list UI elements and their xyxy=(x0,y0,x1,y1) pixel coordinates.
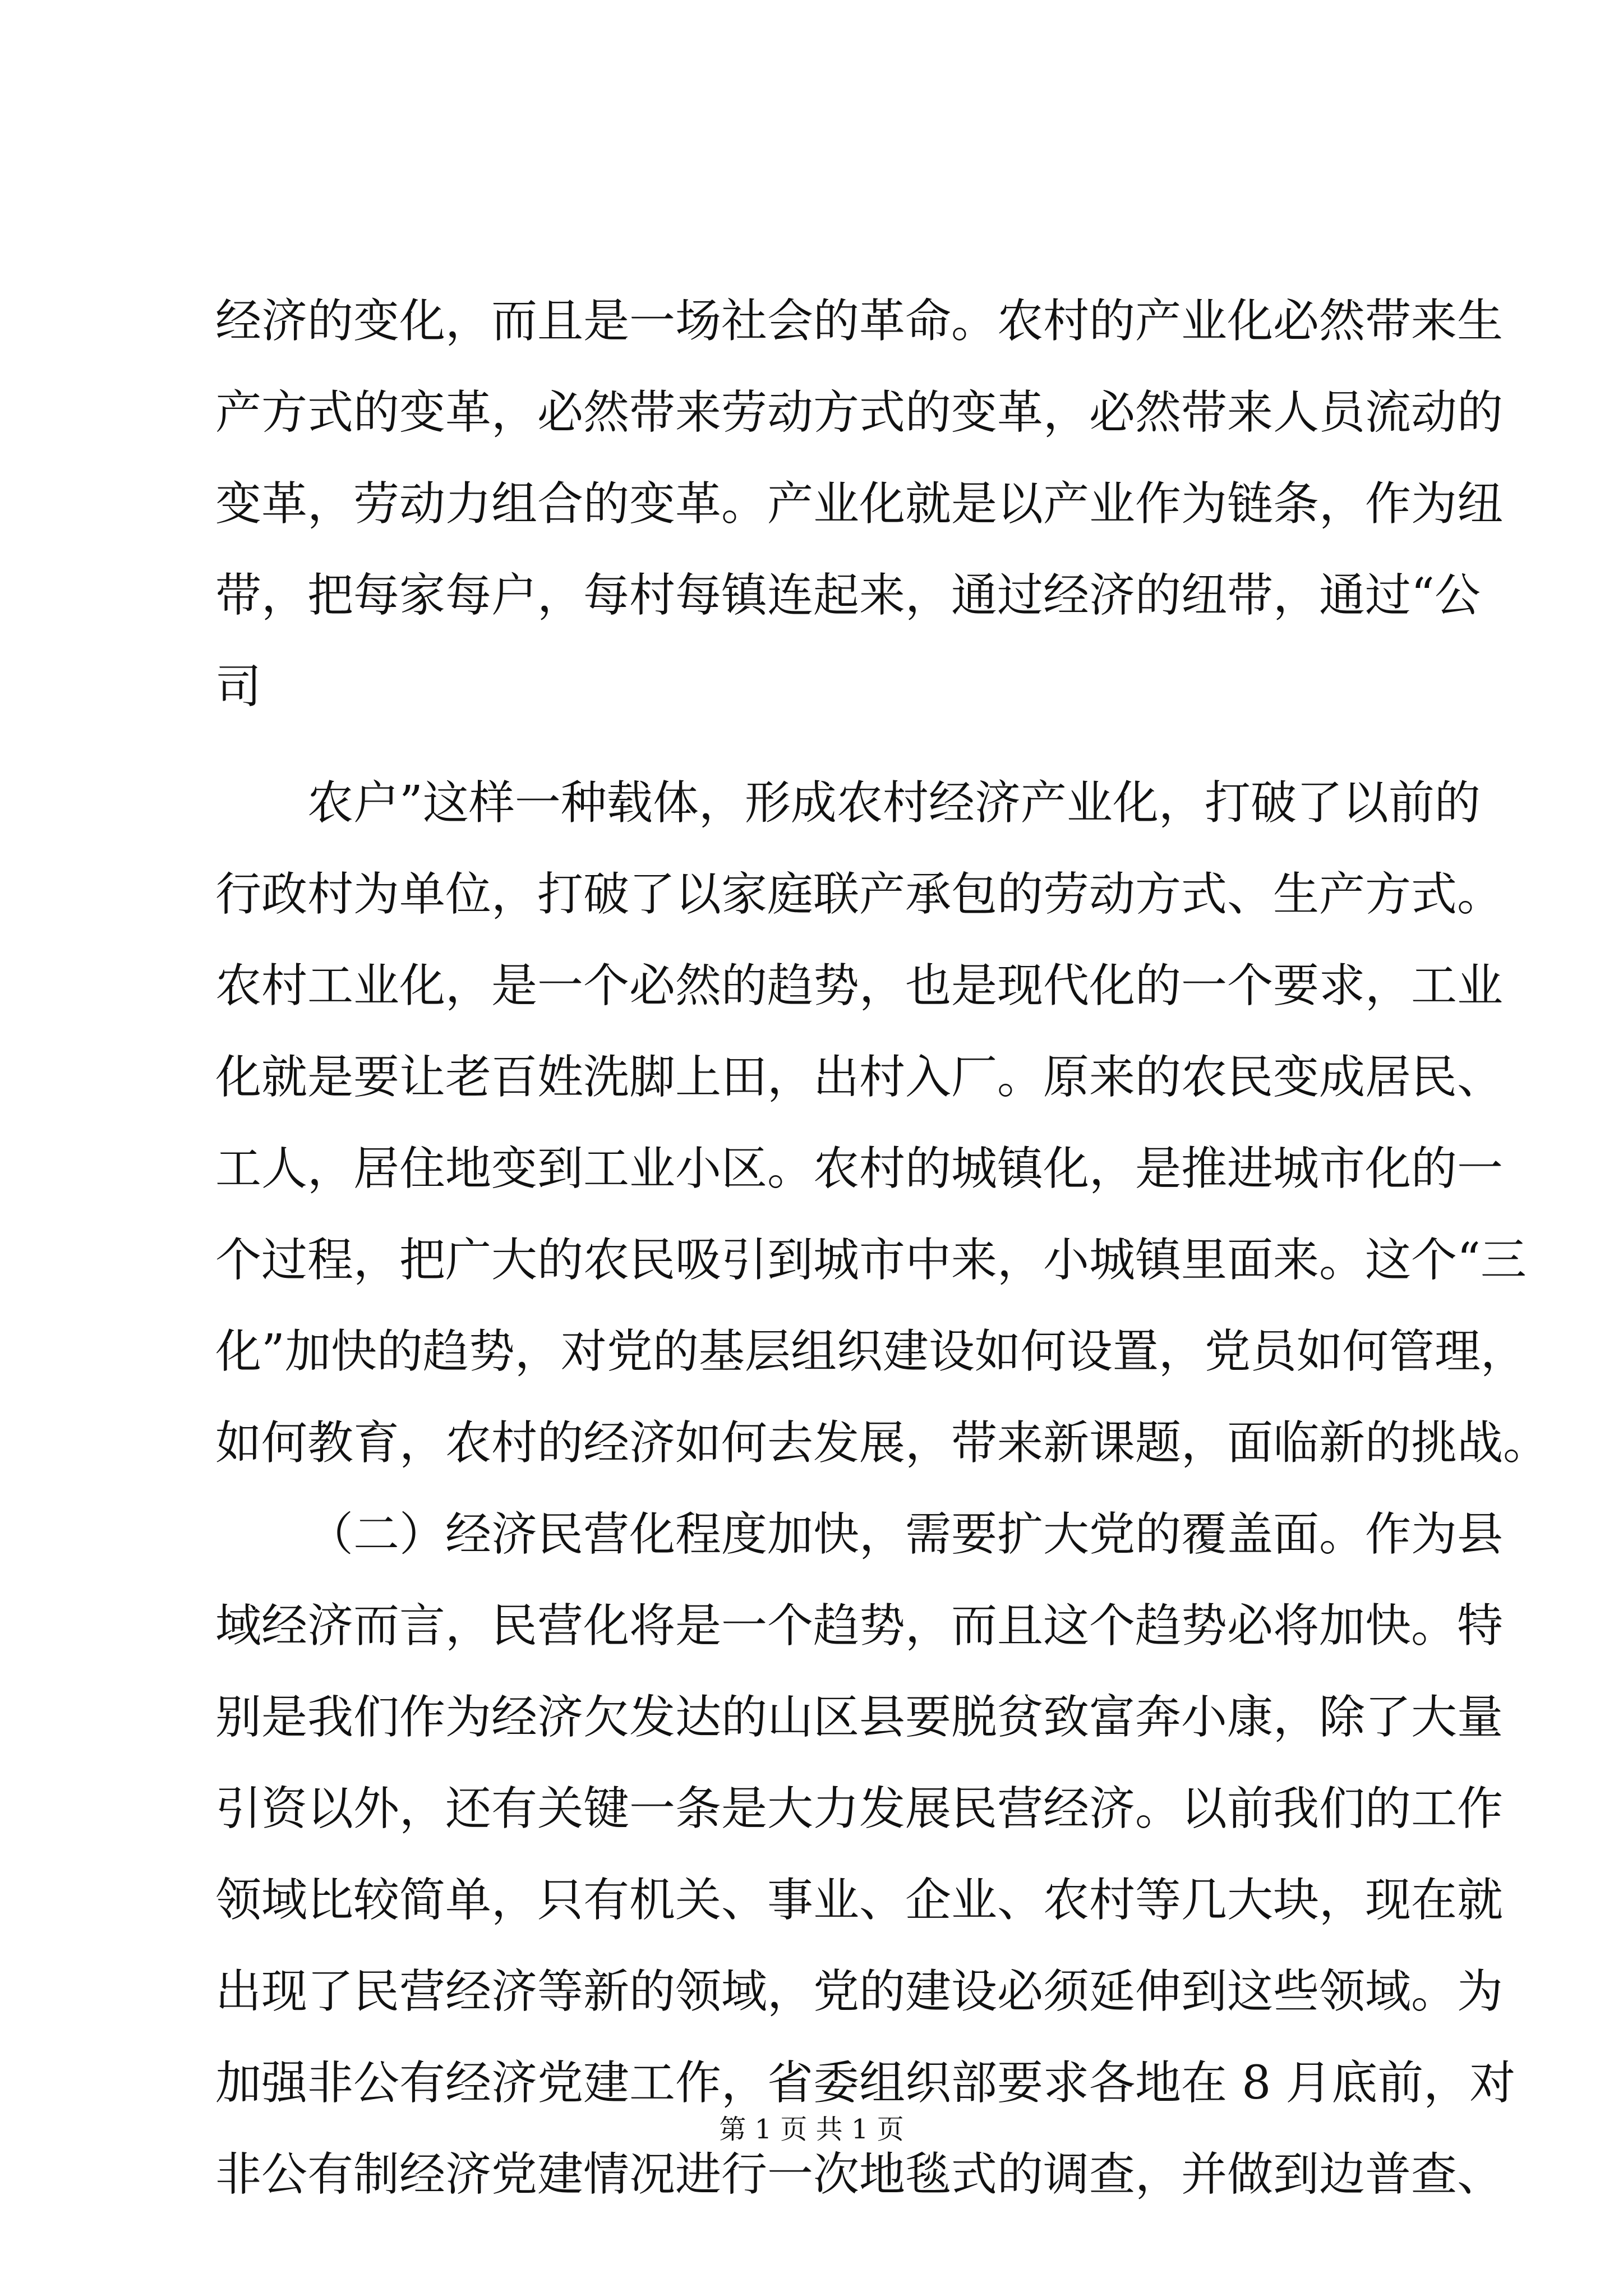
text-line-2: 产方式的变革，必然带来劳动方式的变革，必然带来人员流动的 xyxy=(215,386,1504,439)
text-line-11: 个过程，把广大的农民吸引到城市中来，小城镇里面来。这个“三 xyxy=(215,1234,1527,1287)
text-line-13: 如何教育，农村的经济如何去发展，带来新课题，面临新的挑战。 xyxy=(215,1416,1550,1470)
text-line-17: 引资以外，还有关键一条是大力发展民营经济。以前我们的工作 xyxy=(215,1782,1504,1835)
text-line-16: 别是我们作为经济欠发达的山区县要脱贫致富奔小康，除了大量 xyxy=(215,1691,1504,1744)
text-line-10: 工人，居住地变到工业小区。农村的城镇化，是推进城市化的一 xyxy=(215,1142,1504,1195)
text-line-4: 带，把每家每户，每村每镇连起来，通过经济的纽带，通过“公 xyxy=(215,569,1481,622)
text-line-18: 领域比较简单，只有机关、事业、企业、农村等几大块，现在就 xyxy=(215,1874,1504,1927)
text-line-12: 化”加快的趋势，对党的基层组织建设如何设置，党员如何管理， xyxy=(215,1325,1527,1378)
text-line-9: 化就是要让老百姓洗脚上田，出村入厂。原来的农民变成居民、 xyxy=(215,1051,1504,1104)
text-line-6: 农户”这样一种载体，形成农村经济产业化，打破了以前的 xyxy=(307,776,1481,830)
text-line-20: 加强非公有经济党建工作，省委组织部要求各地在 8 月底前，对 xyxy=(215,2056,1516,2110)
text-line-5: 司 xyxy=(215,660,262,714)
page-footer: 第 1 页 共 1 页 xyxy=(719,2114,904,2145)
text-line-15: 域经济而言，民营化将是一个趋势，而且这个趋势必将加快。特 xyxy=(215,1599,1504,1653)
text-line-21: 非公有制经济党建情况进行一次地毯式的调查，并做到边普查、 xyxy=(215,2148,1504,2201)
text-line-3: 变革，劳动力组合的变革。产业化就是以产业作为链条，作为纽 xyxy=(215,477,1504,531)
text-line-1: 经济的变化，而且是一场社会的革命。农村的产业化必然带来生 xyxy=(215,295,1504,348)
text-line-14: （二）经济民营化程度加快，需要扩大党的覆盖面。作为县 xyxy=(307,1508,1504,1561)
text-line-19: 出现了民营经济等新的领域，党的建设必须延伸到这些领域。为 xyxy=(215,1965,1504,2018)
text-line-8: 农村工业化，是一个必然的趋势，也是现代化的一个要求，工业 xyxy=(215,959,1504,1013)
text-line-7: 行政村为单位，打破了以家庭联产承包的劳动方式、生产方式。 xyxy=(215,868,1504,921)
body-text xyxy=(215,295,1550,2201)
